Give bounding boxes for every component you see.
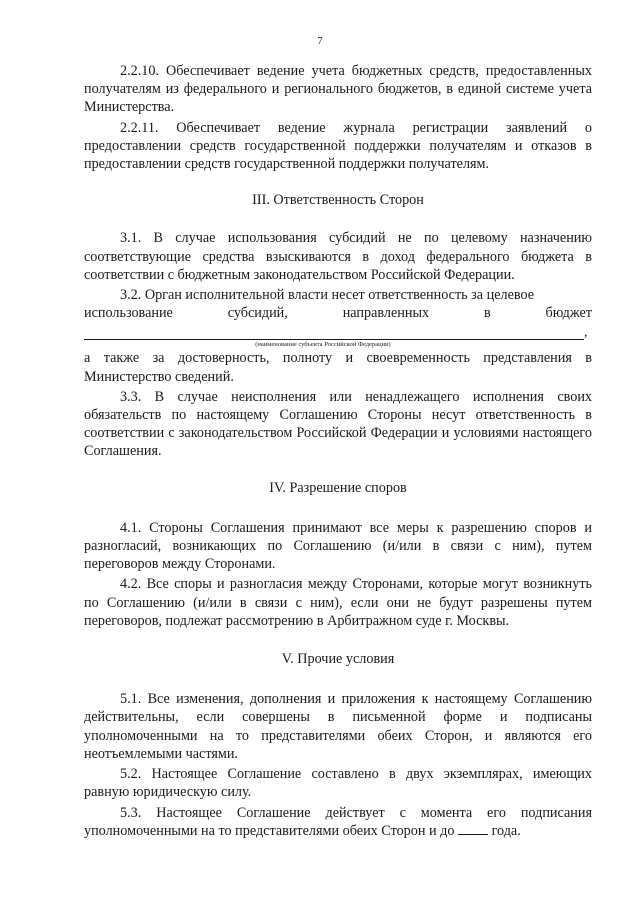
word-napravlennyh: направленных: [342, 305, 430, 322]
section-heading-4: IV. Разрешение споров: [269, 479, 407, 496]
paragraph-4-2: 4.2. Все споры и разногласия между Сторонами, которые могут возникнуть по Соглашению (и/или в связи с ним), если они не будут разрешены путем переговоров, подлежат рассмотрению в Арбитражном суде г. Москвы.: [84, 576, 592, 629]
paragraph-3-2-line-2: [84, 304, 592, 322]
paragraph-5-3: [84, 804, 592, 840]
date-blank: [458, 822, 488, 835]
word-ispolzovanie: использование: [84, 305, 173, 322]
paragraph-2-2-11: 2.2.11. Обеспечивает ведение журнала регистрации заявлений о предоставлении средств государственной поддержки получателям и отказов в предоставлении средств государственной поддержки получателям.: [84, 119, 592, 173]
paragraph-3-2-rest: а также за достоверность, полноту и своевременность представления в Министерство сведений.: [84, 350, 592, 385]
word-subsidiy: субсидий,: [227, 305, 288, 322]
paragraph-3-2-line-1: 3.2. Орган исполнительной власти несет ответственность за целевое: [120, 287, 535, 304]
subject-blank-rule: [84, 331, 584, 340]
subject-caption: (наименование субъекта Российской Федерации): [255, 341, 391, 349]
paragraph-3-3: 3.3. В случае неисполнения или ненадлежащего исполнения своих обязательств по настоящему Соглашению Стороны несут ответственность в соответствии с законодательством Российской Федерации и условиями настоящего Соглашения.: [84, 388, 592, 460]
subject-blank-comma: ,: [584, 325, 588, 341]
word-byudzhet: бюджет: [545, 305, 592, 322]
paragraph-5-3-text: 5.3. Настоящее Соглашение действует с момента его подписания уполномоченными на то представителями обеих Сторон и до: [84, 804, 592, 839]
document-body: [84, 62, 592, 840]
section-heading-5: V. Прочие условия: [281, 651, 395, 668]
paragraph-5-2: 5.2. Настоящее Соглашение составлено в двух экземплярах, имеющих равную юридическую силу.: [84, 766, 592, 801]
paragraph-3-1: 3.1. В случае использования субсидий не по целевому назначению соответствующие средства взыскиваются в доход федерального бюджета в соответствии с бюджетным законодательством Российской Федерации.: [84, 230, 592, 283]
paragraph-2-2-10: 2.2.10. Обеспечивает ведение учета бюджетных средств, предоставленных получателям из федерального и регионального бюджетов, в единой системе учета Министерства.: [84, 63, 592, 116]
section-heading-3: III. Ответственность Сторон: [252, 192, 424, 209]
paragraph-5-3-end: года.: [491, 822, 521, 839]
page-number: 7: [317, 35, 323, 47]
paragraph-4-1: 4.1. Стороны Соглашения принимают все меры к разрешению споров и разногласий, возникающих по Соглашению (и/или в связи с ним), путем переговоров между Сторонами.: [84, 519, 592, 573]
paragraph-5-1: 5.1. Все изменения, дополнения и приложения к настоящему Соглашению действительны, если совершены в письменной форме и подписаны уполномоченными на то представителями обеих Сторон, и являются его неотъемлемыми частями.: [84, 691, 592, 762]
word-v: в: [483, 305, 491, 322]
subject-blank-line: [84, 324, 592, 340]
